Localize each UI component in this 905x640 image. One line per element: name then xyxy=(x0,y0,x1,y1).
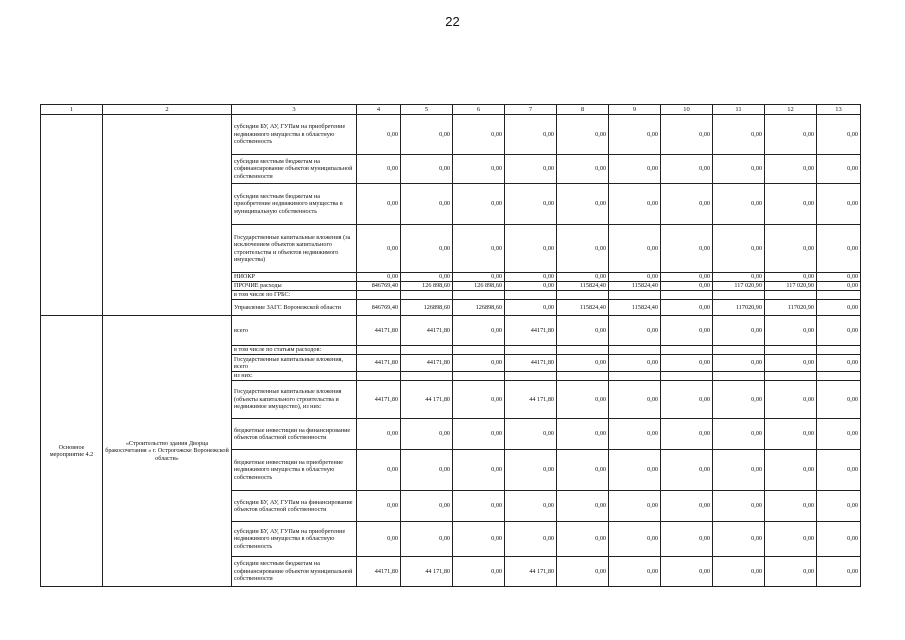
value-cell xyxy=(357,372,401,381)
value-cell xyxy=(609,291,661,300)
value-cell: 0,00 xyxy=(557,316,609,346)
value-cell: 0,00 xyxy=(817,450,861,491)
value-cell: 0,00 xyxy=(713,355,765,372)
value-cell: 126898,60 xyxy=(453,300,505,316)
value-cell: 0,00 xyxy=(357,522,401,557)
value-cell: 0,00 xyxy=(661,115,713,155)
page-number: 22 xyxy=(445,14,460,29)
value-cell: 0,00 xyxy=(557,155,609,184)
value-cell: 44 171,80 xyxy=(505,381,557,419)
value-cell: 0,00 xyxy=(401,225,453,273)
value-cell: 0,00 xyxy=(661,273,713,282)
value-cell: 0,00 xyxy=(661,355,713,372)
value-cell xyxy=(557,346,609,355)
value-cell: 0,00 xyxy=(817,184,861,225)
value-cell: 0,00 xyxy=(817,115,861,155)
value-cell xyxy=(609,372,661,381)
column-header: 4 xyxy=(357,105,401,115)
value-cell: 44171,80 xyxy=(505,355,557,372)
value-cell: 0,00 xyxy=(609,450,661,491)
row-label: субсидии местным бюджетам на софинансирование объектов муниципальной собственности xyxy=(232,155,357,184)
value-cell: 0,00 xyxy=(817,522,861,557)
value-cell: 0,00 xyxy=(817,282,861,291)
value-cell xyxy=(713,372,765,381)
value-cell: 0,00 xyxy=(817,419,861,450)
value-cell xyxy=(505,372,557,381)
column-header: 10 xyxy=(661,105,713,115)
table-row xyxy=(41,115,861,155)
empty-cell xyxy=(41,115,103,316)
value-cell xyxy=(661,372,713,381)
value-cell: 44171,80 xyxy=(357,316,401,346)
column-header: 8 xyxy=(557,105,609,115)
value-cell: 0,00 xyxy=(557,225,609,273)
value-cell: 0,00 xyxy=(453,557,505,587)
row-label: субсидии БУ, АУ, ГУПам на финансирование объектов областной собственности xyxy=(232,491,357,522)
value-cell: 0,00 xyxy=(609,355,661,372)
value-cell xyxy=(505,291,557,300)
value-cell: 0,00 xyxy=(817,557,861,587)
value-cell: 0,00 xyxy=(453,155,505,184)
value-cell: 0,00 xyxy=(713,155,765,184)
value-cell: 0,00 xyxy=(453,381,505,419)
table-body xyxy=(41,105,861,587)
value-cell: 0,00 xyxy=(453,273,505,282)
value-cell: 44171,80 xyxy=(357,557,401,587)
value-cell: 0,00 xyxy=(557,522,609,557)
value-cell: 0,00 xyxy=(661,282,713,291)
value-cell: 0,00 xyxy=(609,419,661,450)
column-header: 2 xyxy=(103,105,232,115)
value-cell: 0,00 xyxy=(817,381,861,419)
value-cell: 0,00 xyxy=(505,491,557,522)
value-cell: 0,00 xyxy=(661,522,713,557)
value-cell: 0,00 xyxy=(713,115,765,155)
value-cell: 0,00 xyxy=(453,225,505,273)
value-cell: 0,00 xyxy=(713,381,765,419)
value-cell xyxy=(557,291,609,300)
value-cell xyxy=(713,291,765,300)
value-cell: 0,00 xyxy=(557,115,609,155)
column-header: 12 xyxy=(765,105,817,115)
value-cell xyxy=(609,346,661,355)
value-cell: 0,00 xyxy=(661,381,713,419)
value-cell: 0,00 xyxy=(765,522,817,557)
value-cell: 0,00 xyxy=(401,419,453,450)
value-cell: 44 171,80 xyxy=(401,557,453,587)
column-header: 5 xyxy=(401,105,453,115)
row-label: из них: xyxy=(232,372,357,381)
value-cell: 0,00 xyxy=(765,557,817,587)
column-header: 1 xyxy=(41,105,103,115)
row-label: Государственные капитальные вложения, всего xyxy=(232,355,357,372)
value-cell: 0,00 xyxy=(817,155,861,184)
value-cell: 0,00 xyxy=(661,155,713,184)
value-cell: 0,00 xyxy=(401,491,453,522)
value-cell: 0,00 xyxy=(609,225,661,273)
value-cell: 0,00 xyxy=(357,491,401,522)
value-cell xyxy=(817,346,861,355)
value-cell xyxy=(453,346,505,355)
value-cell: 0,00 xyxy=(609,115,661,155)
value-cell: 0,00 xyxy=(357,184,401,225)
value-cell: 0,00 xyxy=(661,419,713,450)
value-cell: 0,00 xyxy=(817,225,861,273)
value-cell: 0,00 xyxy=(609,381,661,419)
row-label: Государственные капитальные вложения (объекты капитального строительства и недвижимое имущество), из них: xyxy=(232,381,357,419)
value-cell: 0,00 xyxy=(357,155,401,184)
value-cell: 44171,80 xyxy=(357,355,401,372)
value-cell: 44171,80 xyxy=(505,316,557,346)
value-cell: 0,00 xyxy=(505,450,557,491)
value-cell: 0,00 xyxy=(765,316,817,346)
row-label: бюджетные инвестиции на финансирование объектов областной собственности xyxy=(232,419,357,450)
value-cell: 0,00 xyxy=(765,115,817,155)
value-cell: 0,00 xyxy=(661,491,713,522)
value-cell: 0,00 xyxy=(765,355,817,372)
value-cell: 44171,80 xyxy=(357,381,401,419)
value-cell xyxy=(453,291,505,300)
value-cell: 115824,40 xyxy=(609,282,661,291)
value-cell: 0,00 xyxy=(765,184,817,225)
value-cell: 0,00 xyxy=(505,522,557,557)
value-cell: 0,00 xyxy=(713,273,765,282)
row-label: бюджетные инвестиции на приобретение недвижимого имущества в областную собственность xyxy=(232,450,357,491)
value-cell xyxy=(765,291,817,300)
value-cell: 0,00 xyxy=(661,557,713,587)
value-cell: 0,00 xyxy=(765,381,817,419)
value-cell xyxy=(357,346,401,355)
value-cell xyxy=(401,372,453,381)
value-cell: 0,00 xyxy=(817,316,861,346)
row-label: в том числе по ГРБС: xyxy=(232,291,357,300)
value-cell xyxy=(357,291,401,300)
empty-cell xyxy=(103,115,232,316)
value-cell: 0,00 xyxy=(609,557,661,587)
value-cell: 0,00 xyxy=(609,316,661,346)
value-cell xyxy=(401,291,453,300)
value-cell: 0,00 xyxy=(713,450,765,491)
value-cell: 44 171,80 xyxy=(401,381,453,419)
budget-table xyxy=(40,104,861,587)
value-cell: 0,00 xyxy=(817,273,861,282)
value-cell: 0,00 xyxy=(713,184,765,225)
value-cell xyxy=(453,372,505,381)
value-cell: 0,00 xyxy=(453,316,505,346)
value-cell: 0,00 xyxy=(453,491,505,522)
value-cell: 0,00 xyxy=(765,450,817,491)
value-cell: 0,00 xyxy=(661,300,713,316)
value-cell: 0,00 xyxy=(609,273,661,282)
value-cell: 0,00 xyxy=(765,491,817,522)
row-label: НИОКР xyxy=(232,273,357,282)
value-cell: 0,00 xyxy=(453,115,505,155)
value-cell: 0,00 xyxy=(505,282,557,291)
value-cell: 0,00 xyxy=(557,450,609,491)
value-cell: 0,00 xyxy=(713,316,765,346)
value-cell: 0,00 xyxy=(401,184,453,225)
value-cell: 0,00 xyxy=(357,419,401,450)
event-name: «Строительство здания Дворца бракосочетания » г. Острогожске Воронежской области» xyxy=(103,316,232,587)
value-cell: 0,00 xyxy=(817,300,861,316)
value-cell: 0,00 xyxy=(401,273,453,282)
row-label: субсидии местным бюджетам на приобретение недвижимого имущества в муниципальную собственность xyxy=(232,184,357,225)
value-cell: 44171,80 xyxy=(401,355,453,372)
column-header: 13 xyxy=(817,105,861,115)
value-cell: 0,00 xyxy=(557,491,609,522)
value-cell: 115824,40 xyxy=(557,282,609,291)
value-cell xyxy=(557,372,609,381)
value-cell: 0,00 xyxy=(713,491,765,522)
value-cell: 0,00 xyxy=(661,316,713,346)
value-cell: 0,00 xyxy=(661,225,713,273)
row-label: ПРОЧИЕ расходы xyxy=(232,282,357,291)
value-cell: 0,00 xyxy=(557,273,609,282)
value-cell xyxy=(817,372,861,381)
value-cell: 0,00 xyxy=(505,184,557,225)
value-cell xyxy=(765,372,817,381)
value-cell: 0,00 xyxy=(557,184,609,225)
value-cell: 0,00 xyxy=(609,522,661,557)
column-header: 11 xyxy=(713,105,765,115)
row-label: Управление ЗАГС Воронежской области xyxy=(232,300,357,316)
value-cell: 0,00 xyxy=(505,115,557,155)
value-cell: 0,00 xyxy=(357,273,401,282)
value-cell xyxy=(765,346,817,355)
column-header: 3 xyxy=(232,105,357,115)
value-cell: 0,00 xyxy=(357,225,401,273)
value-cell: 0,00 xyxy=(765,225,817,273)
row-label: всего xyxy=(232,316,357,346)
table-row xyxy=(41,316,861,346)
value-cell: 0,00 xyxy=(453,184,505,225)
value-cell: 44171,80 xyxy=(401,316,453,346)
value-cell: 117020,90 xyxy=(713,300,765,316)
value-cell xyxy=(817,291,861,300)
value-cell: 846769,40 xyxy=(357,282,401,291)
value-cell: 126898,60 xyxy=(401,300,453,316)
value-cell: 115824,40 xyxy=(557,300,609,316)
row-label: субсидии БУ, АУ, ГУПам на приобретение недвижимого имущества в областную собственность xyxy=(232,522,357,557)
value-cell xyxy=(661,346,713,355)
value-cell: 0,00 xyxy=(357,450,401,491)
value-cell: 0,00 xyxy=(661,450,713,491)
value-cell: 0,00 xyxy=(661,184,713,225)
value-cell: 126 898,60 xyxy=(453,282,505,291)
row-label: в том числе по статьям расходов: xyxy=(232,346,357,355)
value-cell: 0,00 xyxy=(765,155,817,184)
value-cell: 0,00 xyxy=(505,155,557,184)
value-cell: 0,00 xyxy=(557,355,609,372)
value-cell: 0,00 xyxy=(817,355,861,372)
value-cell: 115824,40 xyxy=(609,300,661,316)
value-cell xyxy=(713,346,765,355)
value-cell: 0,00 xyxy=(765,273,817,282)
value-cell: 0,00 xyxy=(713,557,765,587)
value-cell: 0,00 xyxy=(609,155,661,184)
column-header: 7 xyxy=(505,105,557,115)
value-cell: 117020,90 xyxy=(765,300,817,316)
row-label: субсидии БУ, АУ, ГУПам на приобретение недвижимого имущества в областную собственность xyxy=(232,115,357,155)
value-cell: 0,00 xyxy=(765,419,817,450)
value-cell xyxy=(401,346,453,355)
value-cell xyxy=(661,291,713,300)
value-cell: 0,00 xyxy=(609,491,661,522)
value-cell: 0,00 xyxy=(401,115,453,155)
value-cell: 0,00 xyxy=(713,225,765,273)
value-cell: 0,00 xyxy=(609,184,661,225)
value-cell xyxy=(505,346,557,355)
value-cell: 0,00 xyxy=(557,557,609,587)
column-header: 9 xyxy=(609,105,661,115)
header-row xyxy=(41,105,861,115)
row-label: Государственные капитальные вложения (за исключением объектов капитального строительства и объектов недвижимого имущества) xyxy=(232,225,357,273)
value-cell: 117 020,90 xyxy=(765,282,817,291)
value-cell: 0,00 xyxy=(505,225,557,273)
value-cell: 0,00 xyxy=(713,419,765,450)
value-cell: 0,00 xyxy=(505,273,557,282)
value-cell: 0,00 xyxy=(453,522,505,557)
value-cell: 126 898,60 xyxy=(401,282,453,291)
value-cell: 0,00 xyxy=(401,450,453,491)
row-label: субсидии местным бюджетам на софинансирование объектов муниципальной собственности xyxy=(232,557,357,587)
event-label: Основное мероприятие 4.2 xyxy=(41,316,103,587)
value-cell: 0,00 xyxy=(505,300,557,316)
value-cell: 117 020,90 xyxy=(713,282,765,291)
value-cell: 0,00 xyxy=(401,155,453,184)
value-cell: 846769,40 xyxy=(357,300,401,316)
value-cell: 0,00 xyxy=(557,381,609,419)
value-cell: 0,00 xyxy=(713,522,765,557)
value-cell: 0,00 xyxy=(817,491,861,522)
value-cell: 0,00 xyxy=(401,522,453,557)
value-cell: 0,00 xyxy=(453,419,505,450)
value-cell: 0,00 xyxy=(557,419,609,450)
value-cell: 0,00 xyxy=(357,115,401,155)
value-cell: 0,00 xyxy=(505,419,557,450)
value-cell: 44 171,80 xyxy=(505,557,557,587)
value-cell: 0,00 xyxy=(453,450,505,491)
column-header: 6 xyxy=(453,105,505,115)
value-cell: 0,00 xyxy=(453,355,505,372)
